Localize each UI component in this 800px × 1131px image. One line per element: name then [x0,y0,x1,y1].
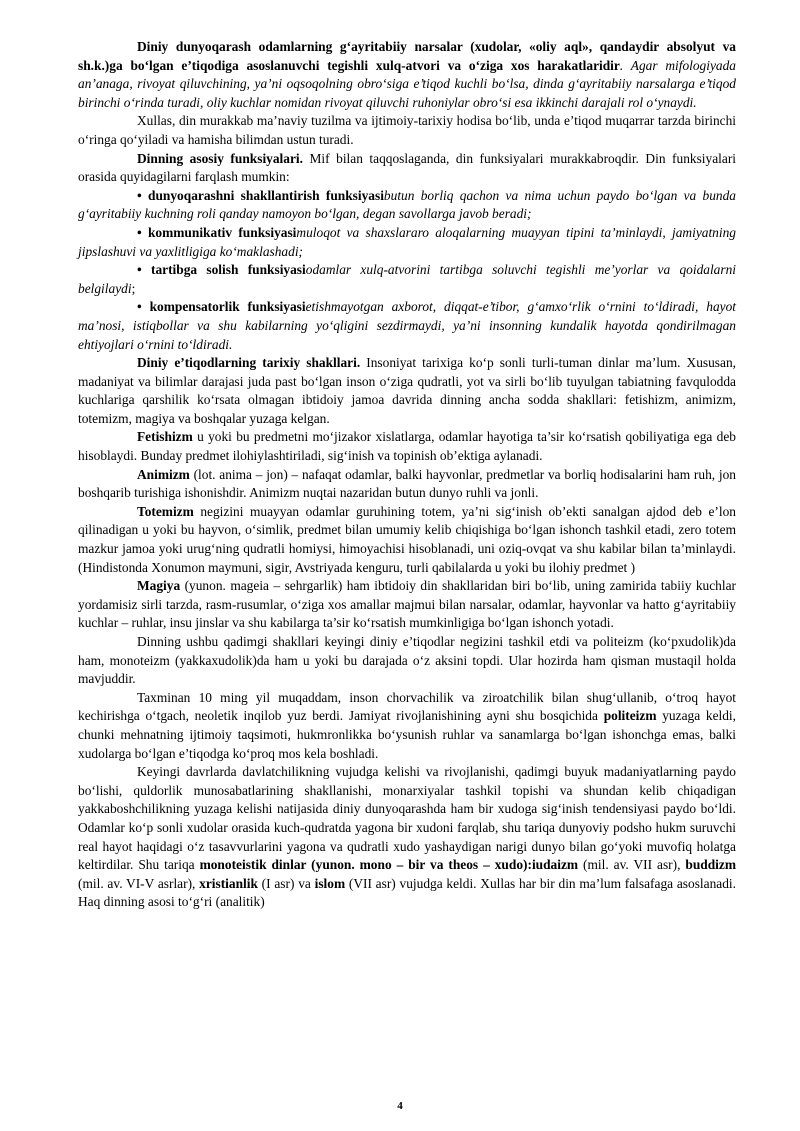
buddhism-term: buddizm [685,857,736,873]
definition-bold: Diniy dunyoqarash odamlarning g‘ayritabiiy narsalar (xudolar, «oliy aql», qandaydir absolyut va sh.k.)ga bo‘lgan e’tiqodiga asoslanuvchi tegishli xulq-atvori va o‘ziga xos harakatlaridir [78,39,736,73]
animism-term: Animizm [137,466,190,482]
paragraph-religious-worldview [78,38,736,112]
historical-forms-text: Insoniyat tarixiga ko‘p sonli turli-tuman dinlar ma’lum. Xususan, madaniyat va bilimlar darajasi juda past bo‘lgan inson o‘ziga qudratli, yot va sirli bo‘lib tuyulgan tabiatning favqulodda kuchlariga qarshilik ko‘rsata olmagan ibtidoiy jamoa davrida dinning ancha sodda shakllari: fetishizm, animizm, totemizm, magiya va boshqalar yuzaga kelgan. [78,355,736,426]
polytheism-term: politeizm [603,708,657,724]
paragraph-monotheism [78,763,736,912]
bullet-term: tartibga solish funksiyasi [141,262,306,278]
bullet-mark: • [137,299,142,315]
polytheism-pre: Taxminan 10 ming yil muqaddam, inson chorvachilik va ziroatchilik bilan shug‘ullanib, o‘troq hayot kechirishga o‘tgach, neoletik inqilob yuz berdi. Jamiyat rivojlanishining ayni shu bosqichida [78,689,736,724]
bullet-item [78,224,736,261]
bullet-mark: • [137,224,142,240]
bullet-description: odamlar xulq-atvorini tartibga soluvchi tegishli me’yorlar va qoidalarni belgilaydi [78,262,737,296]
paragraph-functions-heading [78,150,736,187]
bullet-term: kompensatorlik funksiyasi [141,299,306,315]
paragraph-polytheism [78,689,736,763]
paragraph-animism [78,466,736,503]
bullet-term: dunyoqarashni shakllantirish funksiyasi [141,187,384,203]
bullet-mark: • [137,262,142,278]
bullet-description: butun borliq qachon va nima uchun paydo bo‘lgan va bunda g‘ayritabiiy kuchning roli qanday namoyon bo‘lgan, degan savollarga javob beradi; [78,187,736,222]
definition-italic: . Agar mifologiyada an’anaga, rivoyat qiluvchining, ya’ni oqsoqolning obro‘siga e’tiqod kuchli bo‘lsa, dinda g‘ayritabiiy narsalarga e’tiqod birinchi o‘rinda turadi, oliy kuchlar nomidan rivoyat qiluvchi ruhoniylar obro‘si esa ikkinchi darajali rol o‘ynaydi. [78,57,737,110]
document-page [78,38,736,912]
bullet-item [78,261,736,298]
islam-term: islom [314,875,346,891]
fetishism-term: Fetishizm [137,429,193,445]
bullet-description: muloqot va shaxslararo aloqalarning muayyan tipini ta’minlaydi, jamiyatning jipslashuvi va yaxlitligiga ko‘maklashadi; [78,224,736,259]
bullet-item [78,187,736,224]
animism-text: (lot. anima – jon) – nafaqat odamlar, balki hayvonlar, predmetlar va borliq hodisalarini ham ruh, jon boshqarib turishiga ishonishdir. Animizm nuqtai nazaridan butun dunyo ruhli va jonli. [78,466,736,501]
paragraph-totemism [78,503,736,577]
monotheism-pre: Keyingi davrlarda davlatchilikning vujudga kelishi va rivojlanishi, qadimgi buyuk madaniyatlarning paydo bo‘lishi, quldorlik munosabatlarining shakllanishi, monarxiyalar tashkil topishi va shundan kelib chiqadigan yakkaboshchilikning yuzaga kelishi natijasida diniy dunyoqarashda ham bir xudoga sig‘inish tendensiyasi paydo bo‘ldi. Odamlar ko‘p sonli xudolar orasida kuch-qudratda yagona bir xudoni farqlab, shu tariqa dunyoviy podsho hukm suruvchi real hayot haqidagi o‘z tasavvurlarini yagona va qudratli xudo yashaydigan narigi dunyo bilan go‘yoki muvofiq holatga keltirdilar. Shu tariqa [78,764,736,873]
page-number: 4 [397,1100,403,1112]
paragraph-ancient-forms: Dinning ushbu qadimgi shakllari keyingi diniy e’tiqodlar negizini tashkil etdi va politeizm (ko‘pxudolik)da ham, monoteizm (yakkaxudolik)da ham u yoki bu darajada o‘z aksini topdi. Ular hozirda ham qisman mustaqil holda mavjuddir. [78,634,736,687]
polytheism-post: yuzaga keldi, chunki mehnatning ijtimoiy taqsimoti, hukmronlikka bo‘ysunish ruhlar va sanamlarga bo‘lgan ishonchga emas, balki xudolarga bo‘lgan e’tiqodga ko‘proq mos kela boshladi. [78,708,737,761]
totemism-term: Totemizm [137,503,194,519]
paragraph-magic [78,577,736,633]
monotheism-text-1: (mil. av. VII asr), [578,857,686,873]
functions-intro: Mif bilan taqqoslaganda, din funksiyalari murakkabroqdir. Din funksiyalari orasida quyidagilarni farqlash mumkin: [78,150,736,185]
monotheism-text-2: (mil. av. VI-V asrlar), [78,875,200,891]
bullet-item [78,298,736,354]
magic-text: (yunon. mageia – sehrgarlik) ham ibtidoiy din shakllaridan biri bo‘lib, uning zamirida tabiiy kuchlar yordamisiz sirli tarzda, rasm-rusumlar, o‘ziga xos amallar majmui bilan narsalar, odamlar, hayvonlar va hatto g‘ayritabiiy kuchlar – ruhlar, insu jinslar va shu kabilarga ta’sir ko‘rsatish mumkinligiga bo‘lgan ishonch yotadi. [78,578,736,631]
christianity-term: xristianlik [199,875,258,891]
bullet-term: kommunikativ funksiyasi [141,224,297,240]
historical-forms-heading: Diniy e’tiqodlarning tarixiy shakllari. [137,355,361,371]
bullet-mark: • [137,187,142,203]
monotheism-text-3: (I asr) va [257,875,315,891]
paragraph-historical-forms [78,354,736,428]
totemism-text: negizini muayyan odamlar guruhining totem, ya’ni sig‘inish ob’ekti sanalgan ajdod deb e’lon qilinadigan u yoki bu hayvon, o‘simlik, predmet bilan umumiy kelib chiqishiga bo‘lgan ishonch tashkil etadi, zero totem mazkur jamoa yoki urug‘ning qudratli homiysi, himoyachisi hisoblanadi, uni oziq-ovqat va shu kabilar bilan ta’minlaydi. (Hindistonda Xonumon maymuni, sigir, Avstriyada kenguru, turli qabilalarda u yoki bu ilohiy predmet ) [78,503,736,575]
paragraph-conclusion: Xullas, din murakkab ma’naviy tuzilma va ijtimoiy-tarixiy hodisa bo‘lib, unda e’tiqod muqarrar tarzda birinchi o‘ringa qo‘yiladi va hamisha bilimdan ustun turadi. [78,113,736,147]
bullet-description: etishmayotgan axborot, diqqat-e’tibor, g‘amxo‘rlik o‘rnini to‘ldiradi, hayot ma’nosi, istiqbollar va shu kabilarning yo‘qligini sezdirmaydi, ya’ni insonning kundalik hayotda qondirilmagan ehtiyojlari o‘rnini to‘ldiradi. [78,299,736,352]
fetishism-text: u yoki bu predmetni mo‘jizakor xislatlarga, odamlar hayotiga ta’sir ko‘rsatish qobiliyatiga ega deb hisoblaydi. Bunday predmet ilohiylashtiriladi, sig‘inish va topinish ob’ektiga aylanadi. [78,429,736,464]
bullet-tail: ; [131,280,136,296]
monotheism-term: monoteistik dinlar (yunon. mono – bir va theos – xudo):iudaizm [199,857,579,873]
functions-heading: Dinning asosiy funksiyalari. [137,150,303,166]
magic-term: Magiya [137,578,181,594]
monotheism-text-4: (VII asr) vujudga keldi. Xullas har bir din ma’lum falsafaga asoslanadi. Haq dinning asosi to‘g‘ri (analitik) [78,875,736,910]
paragraph-fetishism [78,428,736,465]
